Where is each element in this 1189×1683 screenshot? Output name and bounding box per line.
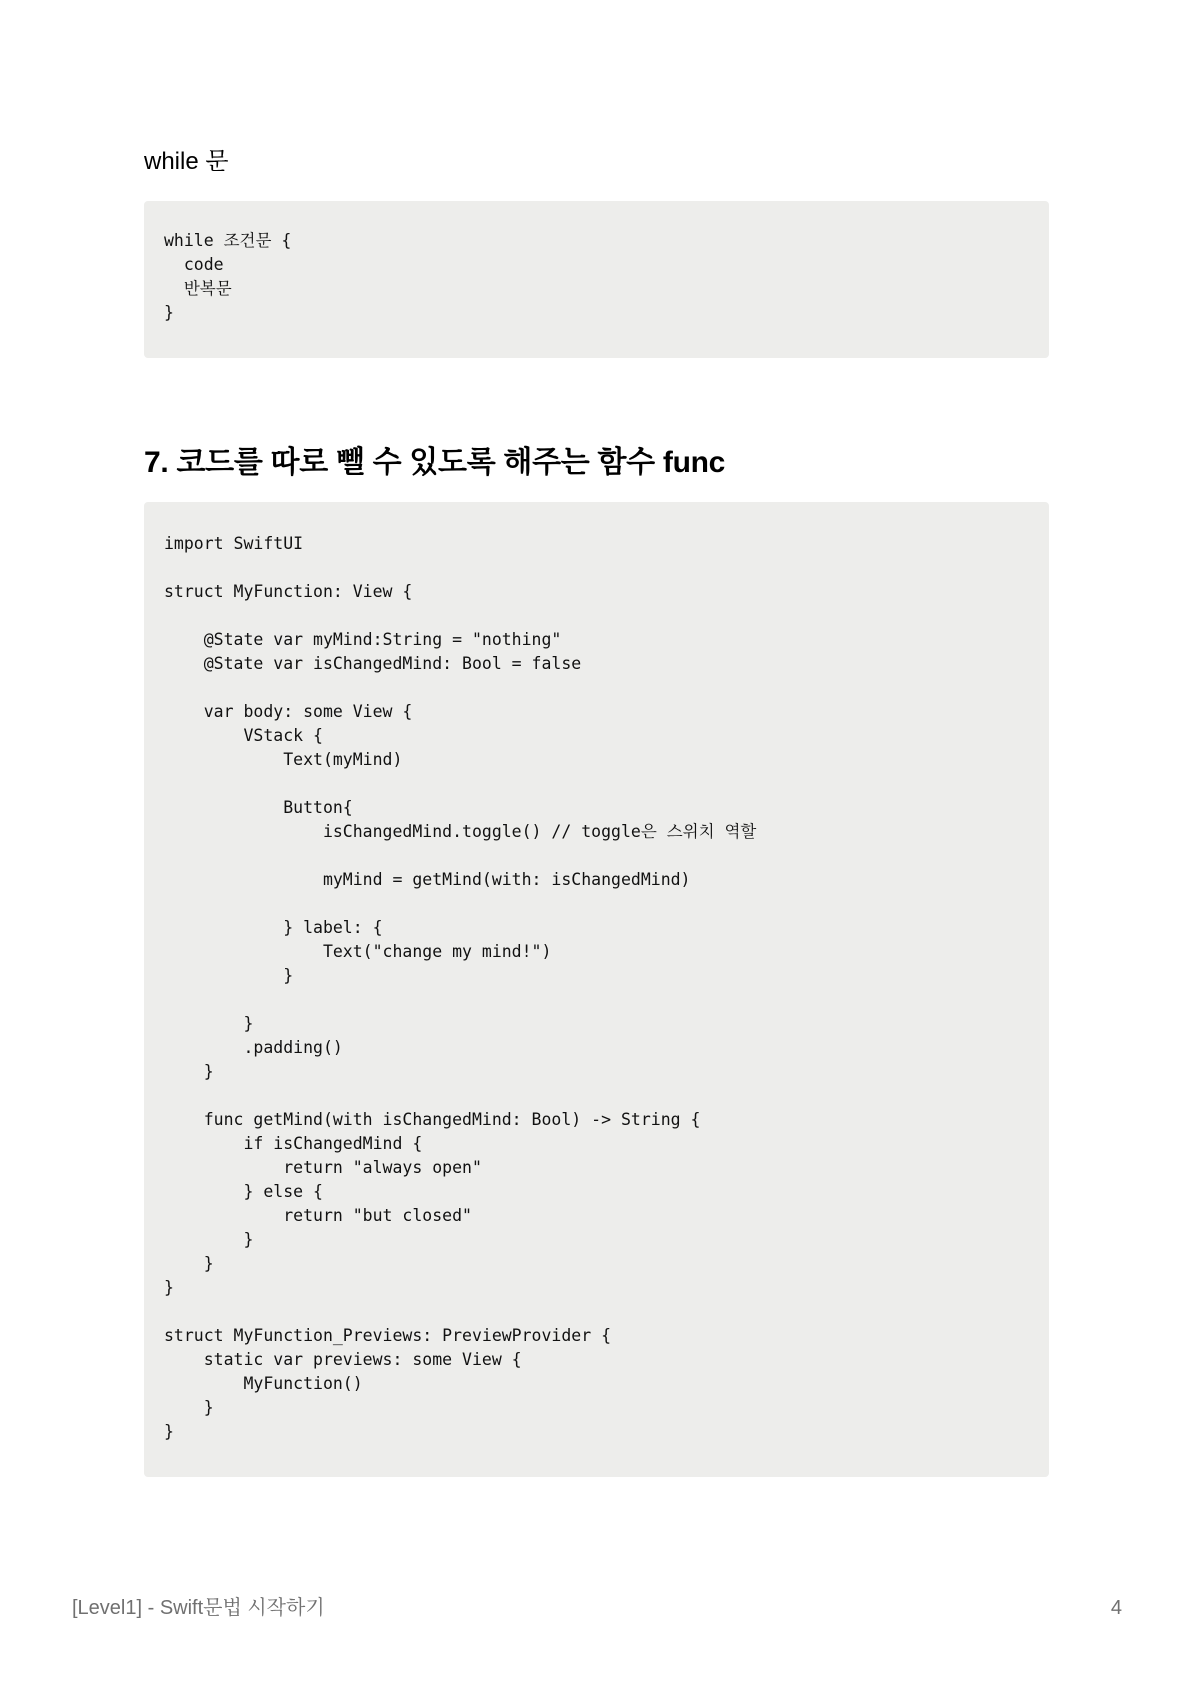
func-code: import SwiftUI struct MyFunction: View { @State var myMind:String = "nothing" @State var isChangedMind: Bool = false var body: some View { VStack { Text(myMind) Button{ isChangedMind.toggle() // toggle은 스위치 역할 myMind = getMind(with: isChangedMind) } label: { Text("change my mind!") } } .padding() } func getMind(with isChangedMind: Bool) -> String { if isChangedMind { return "always open" } else { return "but closed" } } } struct MyFunction_Previews: PreviewProvider { static var previews: some View { MyFunction() } } bbox=[164, 534, 757, 1441]
footer-document-title: [Level1] - Swift문법 시작하기 bbox=[72, 1597, 325, 1619]
while-code-block bbox=[144, 201, 1049, 358]
while-section-title: while 문 bbox=[144, 148, 229, 175]
while-code: while 조건문 { code 반복문 } bbox=[164, 231, 292, 322]
func-section-heading: 7. 코드를 따로 뺄 수 있도록 해주는 함수 func bbox=[144, 446, 726, 479]
footer-page-number: 4 bbox=[1110, 1597, 1122, 1619]
func-code-block bbox=[144, 502, 1049, 1477]
